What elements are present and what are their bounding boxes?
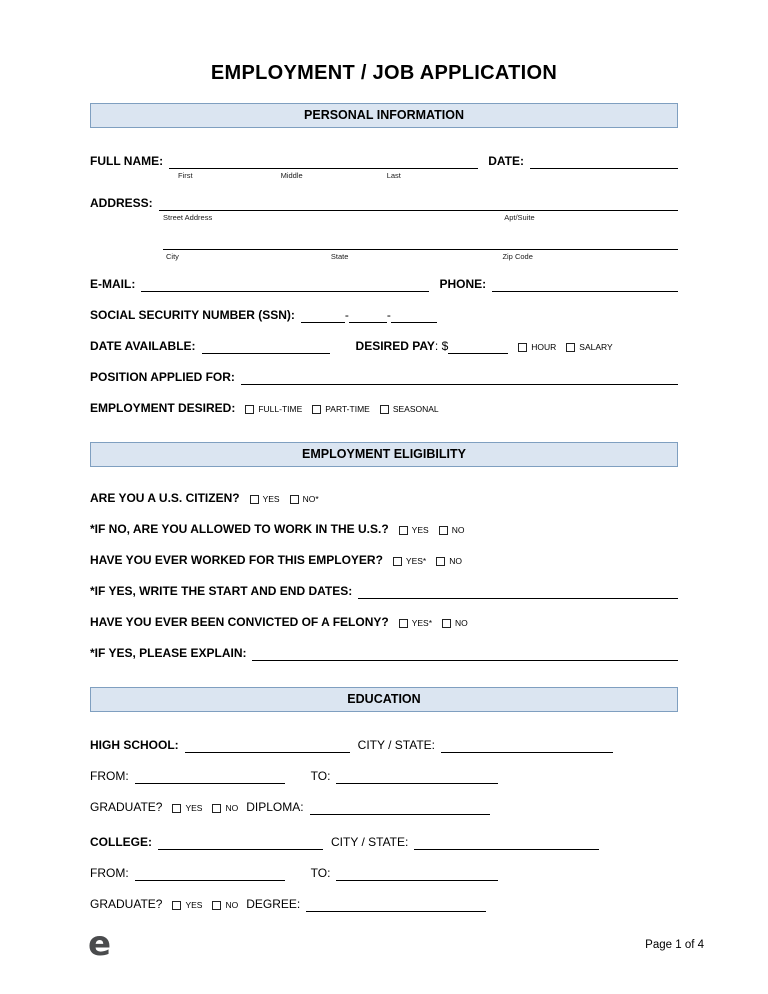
high-school-row [90,738,678,753]
hs-graduate-yes-label: YES [185,803,203,814]
ssn-line-2[interactable] [349,319,387,323]
part-time-label: PART-TIME [325,404,370,415]
sublabel-city: City [166,252,179,261]
sublabel-first: First [178,171,193,180]
desired-pay-label: DESIRED PAY [355,339,435,353]
hs-city-state-label: CITY / STATE: [357,738,436,752]
worked-yes-label: YES* [405,556,427,567]
allowed-no-label: NO [451,525,465,536]
college-city-state-label: CITY / STATE: [331,835,409,849]
hs-graduate-yes-checkbox[interactable] [172,804,181,813]
position-row [90,370,678,385]
ssn-dash: - [344,308,349,322]
section-header-education: EDUCATION [90,687,678,712]
date-available-line[interactable] [202,350,330,354]
employment-desired-row [90,401,678,416]
college-graduate-yes-checkbox[interactable] [172,901,181,910]
felony-no-checkbox[interactable] [442,619,451,628]
section-header-personal-information: PERSONAL INFORMATION [90,103,678,128]
citizen-yes-label: YES [262,494,280,505]
start-end-dates-label: *IF YES, WRITE THE START AND END DATES: [90,584,353,598]
salary-checkbox[interactable] [566,343,575,352]
seasonal-checkbox[interactable] [380,405,389,414]
hour-label: HOUR [531,342,557,353]
desired-pay-prefix: : $ [434,339,449,353]
sublabel-zip-code: Zip Code [502,252,533,261]
desired-pay-line[interactable] [448,350,508,354]
sublabel-street-address: Street Address [163,213,213,222]
citizen-question: ARE YOU A U.S. CITIZEN? [90,491,240,505]
college-label: COLLEGE: [90,835,152,849]
part-time-checkbox[interactable] [312,405,321,414]
address-row-2 [90,246,678,250]
sublabel-state: State [330,252,349,261]
hs-from-label: FROM: [90,769,129,783]
felony-no-label: NO [455,618,468,629]
hs-city-state-line[interactable] [441,749,613,753]
email-label: E-MAIL: [90,277,136,291]
position-applied-label: POSITION APPLIED FOR: [90,370,235,384]
citizen-no-label: NO* [302,494,319,505]
felony-yes-label: YES* [411,618,433,629]
felony-question: HAVE YOU EVER BEEN CONVICTED OF A FELONY? [90,615,389,629]
diploma-label: DIPLOMA: [246,800,304,814]
allowed-to-work-row [90,522,678,537]
ssn-line-1[interactable] [301,319,345,323]
ssn-row [90,308,678,323]
address-line-2[interactable] [163,246,678,250]
date-line[interactable] [530,165,678,169]
address-row [90,196,678,211]
section-header-employment-eligibility: EMPLOYMENT ELIGIBILITY [90,442,678,467]
hs-from-line[interactable] [135,780,285,784]
ssn-line-3[interactable] [391,319,437,323]
citizen-yes-checkbox[interactable] [250,495,259,504]
hs-graduate-row [90,800,678,815]
seasonal-label: SEASONAL [392,404,439,415]
explain-label: *IF YES, PLEASE EXPLAIN: [90,646,247,660]
diploma-line[interactable] [310,811,490,815]
hour-checkbox[interactable] [518,343,527,352]
worked-no-checkbox[interactable] [436,557,445,566]
phone-label: PHONE: [439,277,487,291]
page-footer [88,924,704,965]
felony-row [90,615,678,630]
date-available-label: DATE AVAILABLE: [90,339,196,353]
college-line[interactable] [158,846,323,850]
college-from-label: FROM: [90,866,129,880]
full-name-line[interactable] [169,165,478,169]
college-graduate-no-label: NO [225,900,239,911]
college-graduate-label: GRADUATE? [90,897,163,911]
high-school-label: HIGH SCHOOL: [90,738,179,752]
employment-desired-label: EMPLOYMENT DESIRED: [90,401,236,415]
citizen-no-checkbox[interactable] [290,495,299,504]
address-sublabels-street [90,213,678,222]
hs-graduate-label: GRADUATE? [90,800,163,814]
phone-line[interactable] [492,288,678,292]
address-line[interactable] [159,207,678,211]
college-row [90,835,678,850]
address-sublabels-city [90,252,678,261]
worked-no-label: NO [449,556,462,567]
college-from-line[interactable] [135,877,285,881]
email-line[interactable] [141,288,429,292]
date-available-row [90,339,678,354]
full-name-label: FULL NAME: [90,154,164,168]
allowed-yes-label: YES [411,525,429,536]
position-applied-line[interactable] [241,381,678,385]
sublabel-last: Last [386,171,401,180]
explain-row [90,646,678,661]
full-time-checkbox[interactable] [245,405,254,414]
full-time-label: FULL-TIME [258,404,303,415]
page-number: Page 1 of 4 [645,938,704,951]
worked-before-question: HAVE YOU EVER WORKED FOR THIS EMPLOYER? [90,553,383,567]
eforms-logo: e [88,924,112,965]
felony-yes-checkbox[interactable] [399,619,408,628]
start-end-dates-row [90,584,678,599]
hs-from-to-row [90,769,678,784]
hs-graduate-no-label: NO [225,803,239,814]
college-graduate-yes-label: YES [185,900,203,911]
allowed-yes-checkbox[interactable] [399,526,408,535]
explain-line[interactable] [252,657,678,661]
worked-before-row [90,553,678,568]
sublabel-middle: Middle [280,171,303,180]
high-school-line[interactable] [185,749,350,753]
degree-line[interactable] [306,908,486,912]
hs-graduate-no-checkbox[interactable] [212,804,221,813]
date-label: DATE: [488,154,524,168]
ssn-label: SOCIAL SECURITY NUMBER (SSN): [90,308,295,322]
hs-to-line[interactable] [336,780,498,784]
college-graduate-no-checkbox[interactable] [212,901,221,910]
start-end-dates-line[interactable] [358,595,678,599]
page-title: EMPLOYMENT / JOB APPLICATION [210,62,558,84]
hs-to-label: TO: [310,769,331,783]
email-phone-row [90,277,678,292]
allowed-no-checkbox[interactable] [439,526,448,535]
name-sublabels [90,171,678,180]
college-from-to-row [90,866,678,881]
allowed-to-work-question: *IF NO, ARE YOU ALLOWED TO WORK IN THE U.S.? [90,522,389,536]
college-to-line[interactable] [336,877,498,881]
college-graduate-row [90,897,678,912]
college-to-label: TO: [310,866,331,880]
worked-yes-checkbox[interactable] [393,557,402,566]
ssn-dash: - [386,308,391,322]
college-city-state-line[interactable] [414,846,599,850]
full-name-row [90,154,678,169]
salary-label: SALARY [579,342,613,353]
citizen-row [90,491,678,506]
degree-label: DEGREE: [246,897,301,911]
address-label: ADDRESS: [90,196,153,210]
sublabel-apt-suite: Apt/Suite [504,213,535,222]
